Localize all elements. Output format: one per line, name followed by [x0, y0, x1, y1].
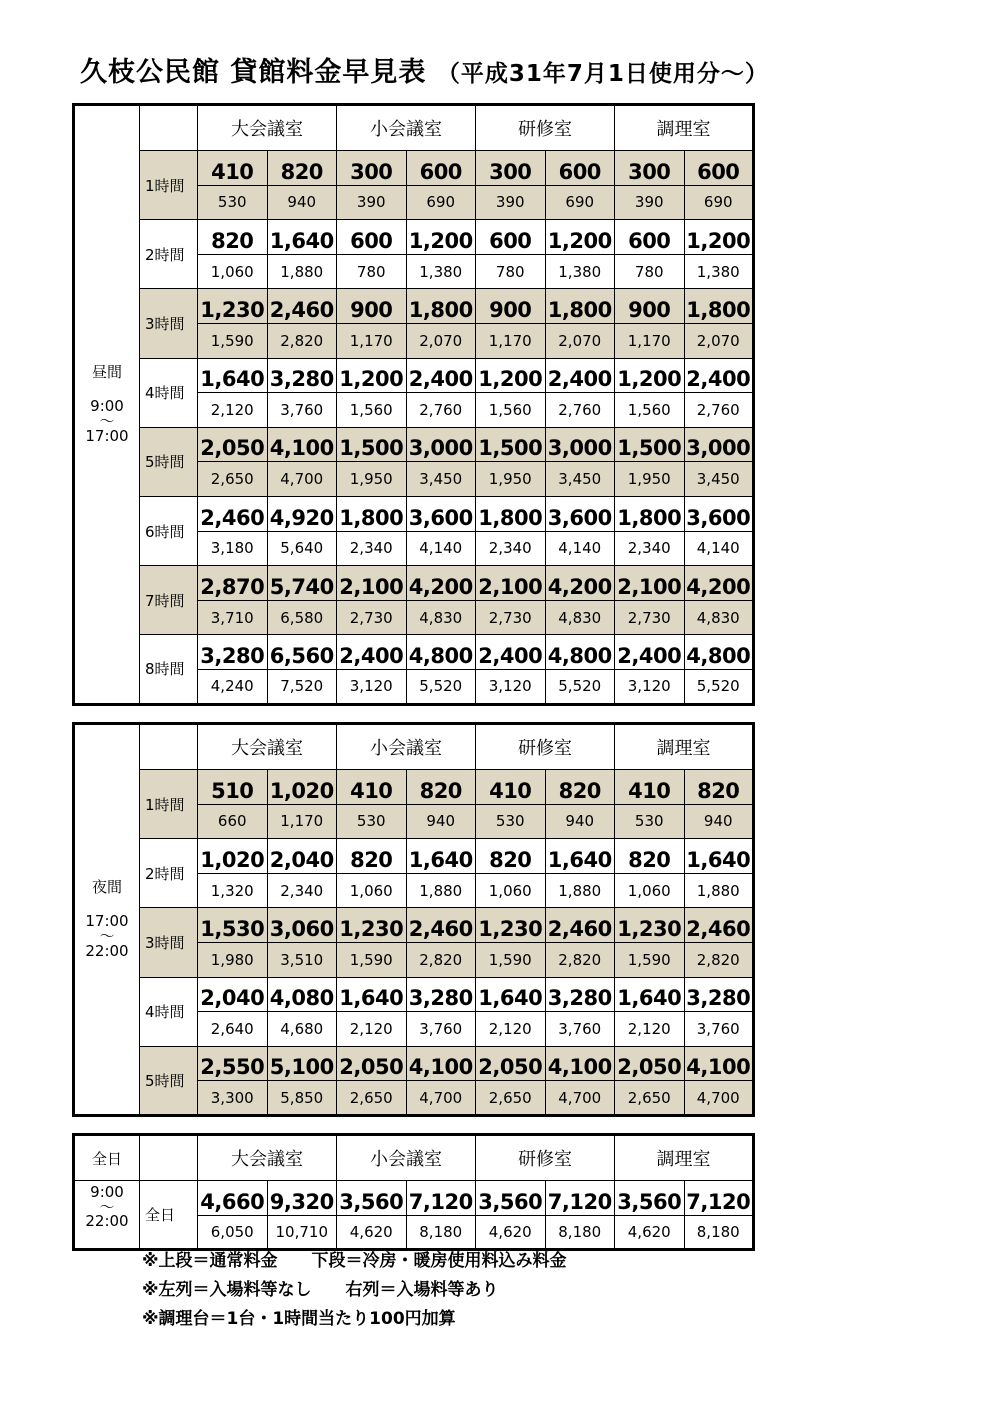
fee-cell-with-aircon: 1,060: [615, 873, 685, 908]
fee-cell-standard: 2,400: [615, 635, 685, 670]
fee-cell-with-aircon: 1,060: [198, 254, 268, 289]
fee-cell-standard: 1,800: [615, 496, 685, 531]
fee-cell-with-aircon: 2,120: [198, 393, 268, 428]
fee-cell-with-aircon: 1,170: [337, 323, 407, 358]
fee-cell-with-aircon: 690: [545, 185, 615, 220]
fee-cell-with-aircon: 1,880: [684, 873, 754, 908]
fee-cell-with-aircon: 3,450: [406, 462, 476, 497]
duration-label: 4時間: [140, 977, 198, 1046]
fee-cell-standard: 2,460: [267, 289, 337, 324]
fee-cell-standard: 3,600: [545, 496, 615, 531]
fee-cell-with-aircon: 2,340: [267, 873, 337, 908]
fee-cell-with-aircon: 1,950: [337, 462, 407, 497]
fee-cell-standard: 3,280: [406, 977, 476, 1012]
fee-cell-with-aircon: 780: [337, 254, 407, 289]
fee-cell-standard: 4,100: [545, 1046, 615, 1081]
fee-cell-standard: 2,100: [337, 566, 407, 601]
fee-cell-standard: 820: [684, 770, 754, 805]
room-header-large-meeting: 大会議室: [198, 1135, 337, 1181]
fee-cell-with-aircon: 780: [615, 254, 685, 289]
fee-row-upper: [74, 220, 754, 255]
fee-cell-with-aircon: 4,700: [406, 1081, 476, 1116]
room-header-small-meeting: 小会議室: [337, 1135, 476, 1181]
fee-cell-with-aircon: 530: [337, 804, 407, 839]
fee-cell-standard: 820: [337, 839, 407, 874]
fee-cell-standard: 3,000: [406, 427, 476, 462]
fee-cell-standard: 1,200: [406, 220, 476, 255]
duration-label: 5時間: [140, 427, 198, 496]
fee-cell-standard: 1,230: [198, 289, 268, 324]
fee-cell-with-aircon: 690: [684, 185, 754, 220]
fee-cell-standard: 820: [545, 770, 615, 805]
fee-cell-standard: 1,020: [198, 839, 268, 874]
fee-cell-with-aircon: 940: [545, 804, 615, 839]
fee-cell-standard: 1,230: [615, 908, 685, 943]
fee-cell-with-aircon: 1,060: [476, 873, 546, 908]
fee-cell-with-aircon: 10,710: [267, 1215, 337, 1250]
fee-cell-with-aircon: 2,650: [476, 1081, 546, 1116]
fee-cell-standard: 1,020: [267, 770, 337, 805]
fee-cell-with-aircon: 2,730: [615, 600, 685, 635]
duration-label: 6時間: [140, 496, 198, 565]
duration-label: 5時間: [140, 1046, 198, 1115]
fee-cell-standard: 410: [198, 151, 268, 186]
fee-cell-with-aircon: 3,760: [684, 1012, 754, 1047]
fee-cell-with-aircon: 5,520: [684, 669, 754, 704]
fee-cell-with-aircon: 2,340: [337, 531, 407, 566]
fee-cell-with-aircon: 2,820: [267, 323, 337, 358]
fee-cell-standard: 600: [337, 220, 407, 255]
fee-cell-with-aircon: 1,560: [337, 393, 407, 428]
fee-cell-standard: 1,640: [406, 839, 476, 874]
fee-row-upper: [74, 151, 754, 186]
fee-cell-standard: 300: [615, 151, 685, 186]
room-header-training: 研修室: [476, 1135, 615, 1181]
fee-cell-standard: 3,000: [545, 427, 615, 462]
fee-cell-with-aircon: 530: [198, 185, 268, 220]
fee-cell-standard: 3,560: [337, 1181, 407, 1216]
fee-cell-with-aircon: 690: [406, 185, 476, 220]
fee-cell-standard: 300: [337, 151, 407, 186]
fee-cell-with-aircon: 8,180: [545, 1215, 615, 1250]
daytime-period-cell: [74, 105, 140, 705]
fee-cell-with-aircon: 4,140: [684, 531, 754, 566]
fee-cell-with-aircon: 5,520: [406, 669, 476, 704]
fee-cell-with-aircon: 2,120: [615, 1012, 685, 1047]
fee-cell-standard: 2,050: [198, 427, 268, 462]
duration-label: 全日: [140, 1181, 198, 1250]
duration-label: 8時間: [140, 635, 198, 704]
fee-cell-standard: 2,100: [476, 566, 546, 601]
fee-cell-standard: 2,400: [545, 358, 615, 393]
fee-cell-standard: 3,280: [267, 358, 337, 393]
fee-cell-standard: 2,460: [198, 496, 268, 531]
fee-cell-with-aircon: 8,180: [684, 1215, 754, 1250]
fee-cell-standard: 1,800: [684, 289, 754, 324]
fee-cell-with-aircon: 1,170: [476, 323, 546, 358]
title-subtitle: （平成31年7月1日使用分～）: [436, 61, 769, 87]
fee-cell-with-aircon: 2,760: [406, 393, 476, 428]
fee-cell-with-aircon: 3,300: [198, 1081, 268, 1116]
fee-cell-with-aircon: 1,560: [615, 393, 685, 428]
fee-cell-standard: 4,800: [684, 635, 754, 670]
fullday-time-start: 9:00: [90, 1183, 124, 1201]
fee-cell-standard: 3,060: [267, 908, 337, 943]
fee-cell-with-aircon: 4,700: [545, 1081, 615, 1116]
fee-cell-with-aircon: 2,760: [545, 393, 615, 428]
fee-row-upper: [74, 289, 754, 324]
fee-cell-standard: 300: [476, 151, 546, 186]
fee-cell-standard: 4,800: [545, 635, 615, 670]
fee-cell-standard: 4,200: [545, 566, 615, 601]
fee-cell-with-aircon: 2,820: [406, 942, 476, 977]
fee-cell-with-aircon: 3,180: [198, 531, 268, 566]
fee-cell-standard: 1,640: [198, 358, 268, 393]
fee-cell-with-aircon: 4,620: [337, 1215, 407, 1250]
fee-cell-with-aircon: 3,450: [684, 462, 754, 497]
fee-cell-standard: 2,050: [615, 1046, 685, 1081]
fee-cell-standard: 1,800: [545, 289, 615, 324]
fee-cell-with-aircon: 1,880: [406, 873, 476, 908]
fee-cell-with-aircon: 1,590: [198, 323, 268, 358]
fee-cell-standard: 4,100: [406, 1046, 476, 1081]
duration-label: 3時間: [140, 289, 198, 358]
fee-cell-with-aircon: 2,650: [615, 1081, 685, 1116]
fee-cell-standard: 2,400: [406, 358, 476, 393]
fee-cell-with-aircon: 4,830: [545, 600, 615, 635]
evening-period-name: 夜間: [91, 878, 122, 897]
fee-cell-standard: 820: [198, 220, 268, 255]
fee-cell-standard: 5,100: [267, 1046, 337, 1081]
fee-cell-with-aircon: 1,590: [337, 942, 407, 977]
fee-row-upper: [74, 908, 754, 943]
title-main: 久枝公民館 貸館料金早見表: [80, 57, 427, 88]
fee-cell-with-aircon: 390: [476, 185, 546, 220]
fee-cell-with-aircon: 530: [476, 804, 546, 839]
fee-cell-with-aircon: 7,520: [267, 669, 337, 704]
duration-label: 2時間: [140, 220, 198, 289]
fee-cell-with-aircon: 2,340: [476, 531, 546, 566]
fullday-time-end: 22:00: [85, 1212, 129, 1230]
fee-row-upper: [74, 977, 754, 1012]
fee-cell-with-aircon: 4,140: [406, 531, 476, 566]
fee-cell-with-aircon: 1,980: [198, 942, 268, 977]
fee-cell-with-aircon: 5,640: [267, 531, 337, 566]
fee-cell-with-aircon: 3,710: [198, 600, 268, 635]
fee-cell-with-aircon: 2,730: [337, 600, 407, 635]
fee-cell-standard: 1,800: [476, 496, 546, 531]
fee-cell-with-aircon: 4,680: [267, 1012, 337, 1047]
fullday-period-name: 全日: [74, 1135, 140, 1181]
fee-cell-standard: 7,120: [684, 1181, 754, 1216]
fee-cell-with-aircon: 1,880: [545, 873, 615, 908]
fee-cell-standard: 4,080: [267, 977, 337, 1012]
fee-cell-with-aircon: 1,320: [198, 873, 268, 908]
fee-cell-with-aircon: 2,340: [615, 531, 685, 566]
fee-cell-standard: 510: [198, 770, 268, 805]
note-line-cooking-table: ※調理台＝1台・1時間当たり100円加算: [142, 1309, 456, 1329]
fee-cell-standard: 2,460: [406, 908, 476, 943]
duration-label: 1時間: [140, 770, 198, 839]
fee-row-upper: [74, 770, 754, 805]
fee-cell-standard: 6,560: [267, 635, 337, 670]
fee-cell-standard: 2,100: [615, 566, 685, 601]
fee-cell-standard: 1,200: [476, 358, 546, 393]
daytime-time-separator: ～: [99, 412, 115, 431]
fee-cell-standard: 1,800: [337, 496, 407, 531]
fee-cell-with-aircon: 3,450: [545, 462, 615, 497]
fee-row-upper: [74, 427, 754, 462]
fee-cell-with-aircon: 2,820: [684, 942, 754, 977]
fee-cell-with-aircon: 1,880: [267, 254, 337, 289]
fee-cell-standard: 900: [615, 289, 685, 324]
fee-cell-standard: 3,600: [406, 496, 476, 531]
room-header-large-meeting: 大会議室: [198, 105, 337, 151]
room-header-training: 研修室: [476, 724, 615, 770]
fee-cell-standard: 4,800: [406, 635, 476, 670]
fee-cell-with-aircon: 3,120: [615, 669, 685, 704]
fee-cell-standard: 820: [406, 770, 476, 805]
fee-cell-standard: 2,400: [337, 635, 407, 670]
fee-cell-standard: 1,640: [545, 839, 615, 874]
fee-cell-standard: 1,200: [615, 358, 685, 393]
fee-cell-standard: 3,280: [545, 977, 615, 1012]
fee-cell-standard: 1,200: [684, 220, 754, 255]
fee-cell-with-aircon: 390: [615, 185, 685, 220]
note-line-upper-lower: ※上段＝通常料金 下段＝冷房・暖房使用料込み料金: [142, 1251, 567, 1271]
fee-cell-with-aircon: 1,950: [615, 462, 685, 497]
fee-cell-standard: 3,000: [684, 427, 754, 462]
fee-cell-with-aircon: 2,070: [406, 323, 476, 358]
fee-cell-with-aircon: 780: [476, 254, 546, 289]
daytime-time-end: 17:00: [85, 427, 129, 446]
fee-cell-standard: 4,200: [684, 566, 754, 601]
fee-cell-with-aircon: 940: [406, 804, 476, 839]
fee-cell-standard: 2,050: [337, 1046, 407, 1081]
fee-row-upper: [74, 635, 754, 670]
fee-cell-with-aircon: 4,240: [198, 669, 268, 704]
fee-cell-with-aircon: 4,700: [267, 462, 337, 497]
fee-cell-with-aircon: 3,120: [476, 669, 546, 704]
evening-time-separator: ～: [99, 927, 115, 946]
fee-cell-with-aircon: 940: [267, 185, 337, 220]
fee-cell-standard: 1,230: [476, 908, 546, 943]
fee-cell-standard: 1,640: [476, 977, 546, 1012]
fee-row-upper: [74, 358, 754, 393]
fee-cell-with-aircon: 3,760: [267, 393, 337, 428]
header-corner-cell: [140, 1135, 198, 1181]
fee-cell-standard: 3,280: [198, 635, 268, 670]
fee-cell-standard: 900: [337, 289, 407, 324]
fee-cell-standard: 1,800: [406, 289, 476, 324]
fee-cell-standard: 3,560: [615, 1181, 685, 1216]
fee-cell-with-aircon: 2,070: [545, 323, 615, 358]
fee-row-upper: [74, 566, 754, 601]
fee-cell-standard: 410: [476, 770, 546, 805]
fee-cell-with-aircon: 530: [615, 804, 685, 839]
fee-cell-standard: 3,560: [476, 1181, 546, 1216]
fee-cell-standard: 410: [615, 770, 685, 805]
fee-cell-with-aircon: 3,760: [545, 1012, 615, 1047]
fee-cell-standard: 820: [615, 839, 685, 874]
fee-cell-with-aircon: 4,620: [476, 1215, 546, 1250]
fee-cell-with-aircon: 1,170: [267, 804, 337, 839]
fee-cell-standard: 1,640: [267, 220, 337, 255]
fullday-time-sep: ～: [99, 1198, 115, 1216]
fee-cell-with-aircon: 5,520: [545, 669, 615, 704]
fee-cell-standard: 3,600: [684, 496, 754, 531]
fee-cell-with-aircon: 2,730: [476, 600, 546, 635]
room-header-training: 研修室: [476, 105, 615, 151]
fee-row-upper: [74, 1046, 754, 1081]
fee-cell-standard: 1,640: [615, 977, 685, 1012]
fee-cell-with-aircon: 1,380: [545, 254, 615, 289]
fee-cell-with-aircon: 660: [198, 804, 268, 839]
duration-label: 2時間: [140, 839, 198, 908]
fee-cell-standard: 600: [476, 220, 546, 255]
room-header-cooking: 調理室: [615, 724, 754, 770]
fee-cell-with-aircon: 2,120: [337, 1012, 407, 1047]
header-corner-cell: [140, 724, 198, 770]
note-line-left-right: ※左列＝入場料等なし 右列＝入場料等あり: [142, 1280, 499, 1300]
fee-cell-standard: 900: [476, 289, 546, 324]
evening-fee-table: [72, 722, 755, 1117]
fee-cell-standard: 600: [545, 151, 615, 186]
duration-label: 7時間: [140, 566, 198, 635]
fee-cell-with-aircon: 5,850: [267, 1081, 337, 1116]
fee-cell-standard: 2,550: [198, 1046, 268, 1081]
fee-cell-with-aircon: 2,820: [545, 942, 615, 977]
page-title: [80, 50, 769, 89]
fee-cell-with-aircon: 3,760: [406, 1012, 476, 1047]
fee-cell-standard: 600: [684, 151, 754, 186]
room-header-cooking: 調理室: [615, 105, 754, 151]
fee-row-upper: [74, 496, 754, 531]
fee-cell-standard: 5,740: [267, 566, 337, 601]
fee-row-upper: [74, 1181, 754, 1216]
fee-cell-with-aircon: 1,060: [337, 873, 407, 908]
fee-cell-standard: 600: [615, 220, 685, 255]
fee-cell-standard: 4,100: [267, 427, 337, 462]
fee-cell-standard: 4,660: [198, 1181, 268, 1216]
fee-cell-standard: 1,530: [198, 908, 268, 943]
fee-cell-with-aircon: 1,380: [684, 254, 754, 289]
fee-cell-with-aircon: 8,180: [406, 1215, 476, 1250]
fee-cell-standard: 4,100: [684, 1046, 754, 1081]
header-corner-cell: [140, 105, 198, 151]
fee-cell-with-aircon: 2,070: [684, 323, 754, 358]
evening-time-start: 17:00: [85, 912, 129, 931]
fee-cell-standard: 410: [337, 770, 407, 805]
fee-cell-standard: 2,040: [267, 839, 337, 874]
fee-cell-standard: 1,640: [684, 839, 754, 874]
duration-label: 1時間: [140, 151, 198, 220]
fee-cell-with-aircon: 6,580: [267, 600, 337, 635]
evening-time-end: 22:00: [85, 942, 129, 961]
fee-cell-standard: 1,230: [337, 908, 407, 943]
fee-cell-with-aircon: 2,120: [476, 1012, 546, 1047]
fee-cell-standard: 1,500: [337, 427, 407, 462]
fee-cell-with-aircon: 4,140: [545, 531, 615, 566]
fee-cell-with-aircon: 4,620: [615, 1215, 685, 1250]
fee-cell-standard: 1,640: [337, 977, 407, 1012]
fee-cell-standard: 9,320: [267, 1181, 337, 1216]
fee-cell-with-aircon: 3,510: [267, 942, 337, 977]
fee-cell-standard: 820: [476, 839, 546, 874]
fee-cell-with-aircon: 1,560: [476, 393, 546, 428]
fee-cell-standard: 600: [406, 151, 476, 186]
fee-cell-with-aircon: 3,120: [337, 669, 407, 704]
duration-label: 3時間: [140, 908, 198, 977]
fee-cell-standard: 2,050: [476, 1046, 546, 1081]
fee-cell-standard: 2,460: [545, 908, 615, 943]
fee-cell-with-aircon: 1,590: [476, 942, 546, 977]
room-header-large-meeting: 大会議室: [198, 724, 337, 770]
fee-cell-with-aircon: 1,380: [406, 254, 476, 289]
fee-cell-standard: 1,200: [545, 220, 615, 255]
room-header-small-meeting: 小会議室: [337, 724, 476, 770]
room-header-small-meeting: 小会議室: [337, 105, 476, 151]
fee-cell-standard: 2,040: [198, 977, 268, 1012]
fee-cell-with-aircon: 1,590: [615, 942, 685, 977]
fee-cell-with-aircon: 390: [337, 185, 407, 220]
fee-cell-with-aircon: 6,050: [198, 1215, 268, 1250]
fee-cell-standard: 1,200: [337, 358, 407, 393]
fee-cell-with-aircon: 4,830: [684, 600, 754, 635]
daytime-period-name: 昼間: [91, 363, 122, 382]
fee-cell-with-aircon: 2,650: [337, 1081, 407, 1116]
fee-cell-standard: 1,500: [476, 427, 546, 462]
fee-cell-standard: 2,400: [684, 358, 754, 393]
fullday-fee-table: [72, 1133, 755, 1251]
fullday-time-range: [74, 1181, 140, 1250]
daytime-fee-table: [72, 103, 755, 706]
fee-cell-standard: 820: [267, 151, 337, 186]
duration-label: 4時間: [140, 358, 198, 427]
fee-cell-standard: 2,400: [476, 635, 546, 670]
room-header-cooking: 調理室: [615, 1135, 754, 1181]
fee-cell-standard: 2,870: [198, 566, 268, 601]
notes-section: [142, 1247, 567, 1334]
fee-row-upper: [74, 839, 754, 874]
fee-cell-with-aircon: 2,650: [198, 462, 268, 497]
fee-cell-with-aircon: 1,950: [476, 462, 546, 497]
fee-cell-standard: 3,280: [684, 977, 754, 1012]
fee-cell-with-aircon: 4,700: [684, 1081, 754, 1116]
fee-cell-standard: 4,200: [406, 566, 476, 601]
fee-cell-with-aircon: 1,170: [615, 323, 685, 358]
fee-cell-with-aircon: 2,760: [684, 393, 754, 428]
daytime-time-start: 9:00: [90, 397, 124, 416]
fee-cell-with-aircon: 940: [684, 804, 754, 839]
fee-cell-standard: 7,120: [545, 1181, 615, 1216]
fee-cell-standard: 4,920: [267, 496, 337, 531]
fee-cell-standard: 7,120: [406, 1181, 476, 1216]
fee-cell-standard: 2,460: [684, 908, 754, 943]
fee-cell-with-aircon: 4,830: [406, 600, 476, 635]
fee-cell-standard: 1,500: [615, 427, 685, 462]
evening-period-cell: [74, 724, 140, 1116]
fee-cell-with-aircon: 2,640: [198, 1012, 268, 1047]
